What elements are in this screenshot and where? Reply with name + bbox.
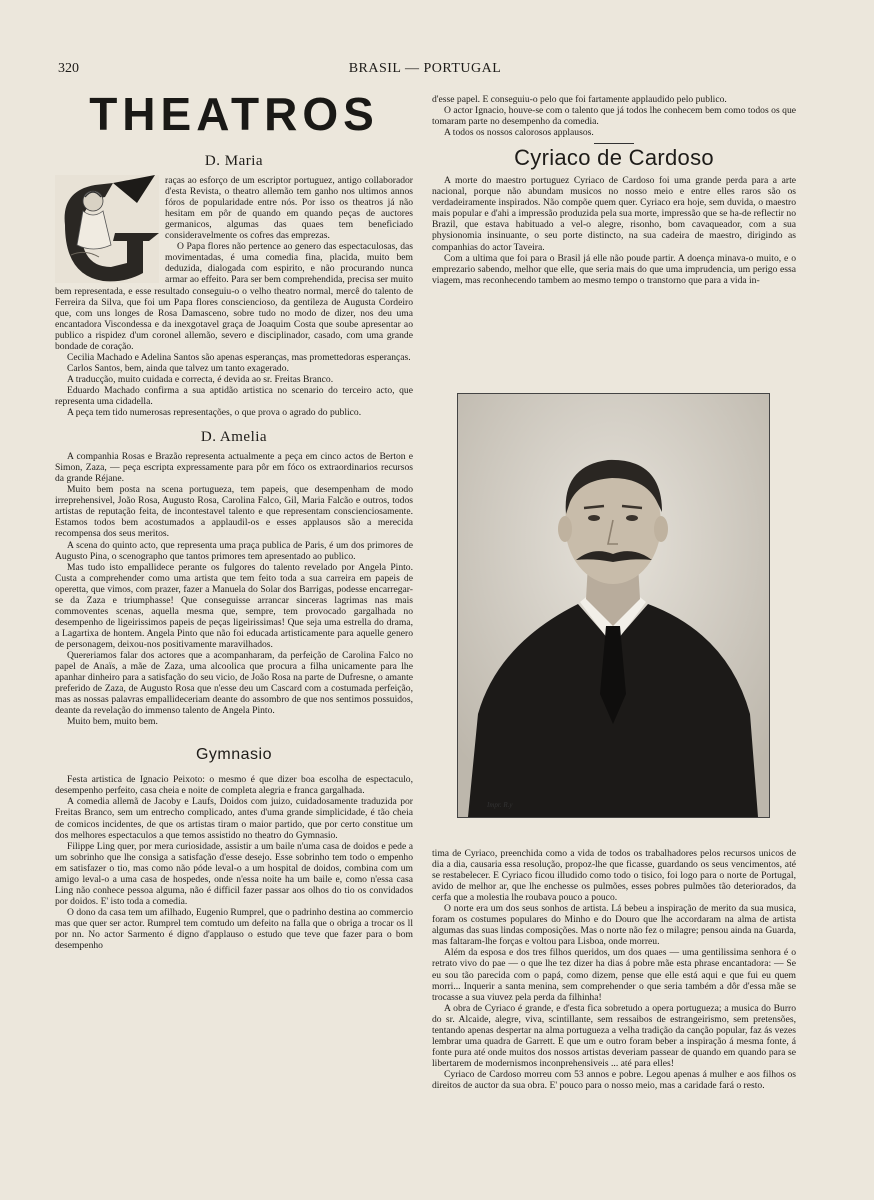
continued-paragraph: A todos os nossos calorosos applausos. [444,127,594,139]
obituary-paragraph: Cyriaco de Cardoso morreu com 53 annos e pobre. Legou apenas á mulher e aos filhos os direitos de auctor da sua obra. E' pouco para o nosso meio, mas a caridade fará o resto. [432,1068,796,1091]
right-column-bottom [432,848,796,1091]
continued-paragraph: d'esse papel. E conseguiu-o pelo que foi fartamente applaudido pelo publico. [432,94,727,105]
running-title: BRASIL — PORTUGAL [348,61,502,76]
damelia-paragraph: Muito bem posta na scena portugueza, tem papeis, que desempenham de modo irreprehensivel, João Rosa, Augusto Rosa, Carolina Falco, Gil, Maria Falcão e outros, todos artistas de reputação feita, de incontestavel talento e que representam conscienciosamente. Estamos todos bem acostumados a applaudil-os e esses applausos são a merecida recompensa dos seus meritos. [55,484,413,540]
right-column-top [432,94,796,286]
obituary-paragraph: Com a ultima que foi para o Brasil já elle não poude partir. A doença minava-o muito, e o emprezario sabendo, melhor que elle, que seria mais do que uma imprudencia, um perigo essa viagem, mas reconhecendo tambem ao mesmo tempo o transtorno que para a vida in- [432,252,796,286]
portrait-man-icon [458,394,769,817]
illustrated-drop-cap [55,175,159,283]
left-column [55,90,413,951]
dmaria-paragraph: O Papa flores não pertence ao genero das espectaculosas, das movimentadas, é uma comedia fina, placida, muito bem deduzida, dialogada com espirito, e não procurando nunca armar ao effeito. Para ser bem comprehendida, precisa ser muito bem representada, e esse resultado conseguiu-o o velho theatro normal, mercê do talento de Ferreira da Silva, que foi um Papa flores consciencioso, da gentileza de Augusta Cordeiro que, com uns longes de Rosa Damasceno, sobre tudo no modo de dizer, nos deu uma encantadora Viscondessa e da inexgotavel graça de Joaquim Costa que soube apresentar ao publico a rispidez d'um coronel allemão, severo e disciplinador, casado, com uma grande bondade de coração. [55,241,413,352]
dmaria-paragraph: A peça tem tido numerosas representações, o que prova o agrado do publico. [67,407,362,419]
damelia-paragraph: Quereriamos falar dos actores que a acompanharam, da perfeição de Carolina Falco no papel de Anaïs, a mãe de Zaza, uma alcoolica que procura a filha unicamente para lhe apanhar dinheiro para a satisfação do seu vicio, de João Rosa na parte de Dufresne, o amante preferido de Zaza, de Augusto Rosa que n'esse deu um Cascard com a costumada perfeição, mas as nossas palavras empallideceriam deante do assombro de que nos sentimos possuidos, deante da revelação do immenso talento de Angela Pinto. [55,649,413,717]
obituary-paragraph: A morte do maestro portuguez Cyriaco de Cardoso foi uma grande perda para a arte nacional, porque não abundam musicos no nosso meio e entre elles raros são os verdadeiramente inspirados. Não compõe quem quer. Cyriaco era hoje, sem duvida, o maestro mais popular e d'ahi a impressão produzida pela sua morte, impressão que se ha-de reflectir no Brazil, que estava habituado a vel-o alegre, risonho, bom cavaqueador, com a sua physionomia insinuante, o seu porte distincto, na sua cadeira de maestro, dirigindo as companhias do actor Taveira. [432,175,796,253]
continued-paragraph: O actor Ignacio, houve-se com o talento que já todos lhe conhecem bem como todos os que tomaram parte no desempenho da comedia. [432,105,796,128]
obituary-paragraph: O norte era um dos seus sonhos de artista. Lá bebeu a inspiração de merito da sua musica, foram os costumes populares do Minho e do Douro que lhe accordaram na alma de artista algumas das suas lindas composições. Mas o norte não fez o milagre; pensou ainda na Guarda, mas faltaram-lhe forças e voltou para Lisboa, onde morreu. [432,903,796,948]
obituary-paragraph: Além da esposa e dos tres filhos queridos, um dos quaes — uma gentilissima senhora é o retrato vivo do pae — o que lhe tez dizer ha dias á pobre mãe esta phrase encantadora: — Se eu sou tão parecida com o papá, como dizem, pense que elle está aqui e que fui eu quem morri... Inquerir a santa menina, sem comprehender o que seria também a dôr d'essa mãe se trocasse a sua viuvez pela perda da filhinha! [432,947,796,1003]
gymnasio-title: Gymnasio [195,746,273,764]
damelia-paragraph: Muito bem, muito bem. [67,716,158,728]
obituary-title: Cyriaco de Cardoso [514,145,714,171]
page-number: 320 [58,61,79,76]
gymnasio-paragraph: Festa artistica de Ignacio Peixoto: o mesmo é que dizer boa escolha de espectaculo, desempenho perfeito, casa cheia e noite de completa alegria e franca gargalhada. [55,774,413,797]
damelia-title: D. Amelia [200,429,268,446]
dmaria-title: D. Maria [204,153,264,169]
dmaria-paragraph: raças ao esforço de um escriptor portuguez, antigo collaborador d'esta Revista, o theatro allemão tem ganho nos ultimos annos fóros de popularidade entre nós. Por isso os theatros já não hesitam em pôr de quando em quando peças de auctores germanicos, algumas das quaes tem beneficiado consideravelmente os cofres das emprezas. [165,175,413,242]
gymnasio-paragraph: O dono da casa tem um afilhado, Eugenio Rumprel, que o padrinho destina ao commercio mas que quer ser actor. Rumprel tem comtudo um defeito na falla que o obriga a trocar os ll por nn. No actor Sarmento é digno d'applauso o estudo que teve que fazer para o bom desempenho [55,906,413,952]
dmaria-paragraph: Eduardo Machado confirma a sua aptidão artistica no scenario do terceiro acto, que representa uma cidadella. [55,384,413,407]
damelia-paragraph: A scena do quinto acto, que representa uma praça publica de Paris, é um dos primores de Augusto Pina, o scenographo que tantos primores tem apresentado ao publico. [55,539,413,562]
drop-cap-illustration-icon [55,175,159,283]
damelia-paragraph: A companhia Rosas e Brazão representa actualmente a peça em cinco actos de Berton e Simon, Zaza, — peça escripta expressamente para pôr em fóco os extraordinarios recursos da grande Réjane. [55,451,413,485]
gymnasio-paragraph: A comedia allemã de Jacoby e Laufs, Doidos com juizo, cuidadosamente traduzida por Freitas Branco, sem um entrecho complicado, antes d'uma grande simplicidade, é tão cheia de comicos incidentes, de que os artistas tiram o maior partido, que por certo constitue um dos melhores espectaculos a que temos assistido no theatro do Gymnasio. [55,796,413,841]
obituary-paragraph: A obra de Cyriaco é grande, e d'esta fica sobretudo a opera portugueza; a musica do Burro do sr. Alcaide, alegre, viva, scintillante, sem ressaibos de estrangeirismo, sem pretensões, tentando apenas despertar na alma portugueza a velha tradição da canção popular, faz ás vezes lembrar uma quadra de Garrett. E que um e outro foram beber a inspiração á mesma fonte, á fonte pura até onde muitos dos nossos artistas deveriam passear de quando em quando para se libertarem de modernismos inconprehensiveis ... até para elles! [432,1002,796,1069]
obituary-paragraph: tima de Cyriaco, preenchida como a vida de todos os trabalhadores pelos recursos unicos de dia a dia, causaria essa resolução, propoz-lhe que ficasse, guardando os seus vencimentos, até se restabelecer. E Cyriaco ficou illudido como todo o tisico, foi logo para o norte de Portugal, avido de melhor ar, que lhe enchesse os pulmões, esses pobres pulmões tão deteriorados, da cerfa que a molestia lhe roubava pouco a pouco. [432,848,796,904]
dmaria-paragraph: Cecilia Machado e Adelina Santos são apenas esperanças, mas promettedoras esperanças. [67,351,411,363]
damelia-paragraph: Mas tudo isto empallidece perante os fulgores do talento revelado por Angela Pinto. Custa a comprehender como uma artista que tem feito toda a sua carreira em papeis de operetta, que vimos, com prazer, fazer a Manuela do Solar dos Barrigas, podesse encarregar-se da Zaza e triumphasse! Que conseguisse arrancar sinceras lagrimas nas mais commoventes scenas, aquella mesma que, sempre, tem provocado gargalhada no desempenho de ligeirissimos papeis de peças ligeirissimas! Que seja uma estrella do drama, a Lagartixa de hontem. Angela Pinto que não foi educada artisticamente para aquelle genero de personagem, deixou-nos positivamente maravilhados. [55,561,413,650]
dmaria-paragraph: Carlos Santos, bem, ainda que talvez um tanto exagerado. [67,362,289,374]
photo-signature: Impr. R.y [487,801,513,809]
dmaria-paragraph: A traducção, muito cuidada e correcta, é devida ao sr. Freitas Branco. [67,373,334,385]
portrait-photo [457,393,770,818]
theatros-title: THEATROS [89,88,379,140]
section-divider [594,143,634,144]
gymnasio-paragraph: Filippe Ling quer, por mera curiosidade, assistir a um baile n'uma casa de doidos e pede a um sobrinho que lhe consiga a satisfação d'esse desejo. Esse sobrinho tem todo o empenho em satisfazer o tio, mas como não póde leval-o a um hospital de doidos, combina com um amigo leval-o a uma casa de hospedes, onde n'essa noite ha um baile e, como n'essa casa Ling não conhece pessoa alguma, não é difficil fazer passar aos olhos do tio os convidados por doidos. E' isto toda a comedia. [55,840,413,907]
